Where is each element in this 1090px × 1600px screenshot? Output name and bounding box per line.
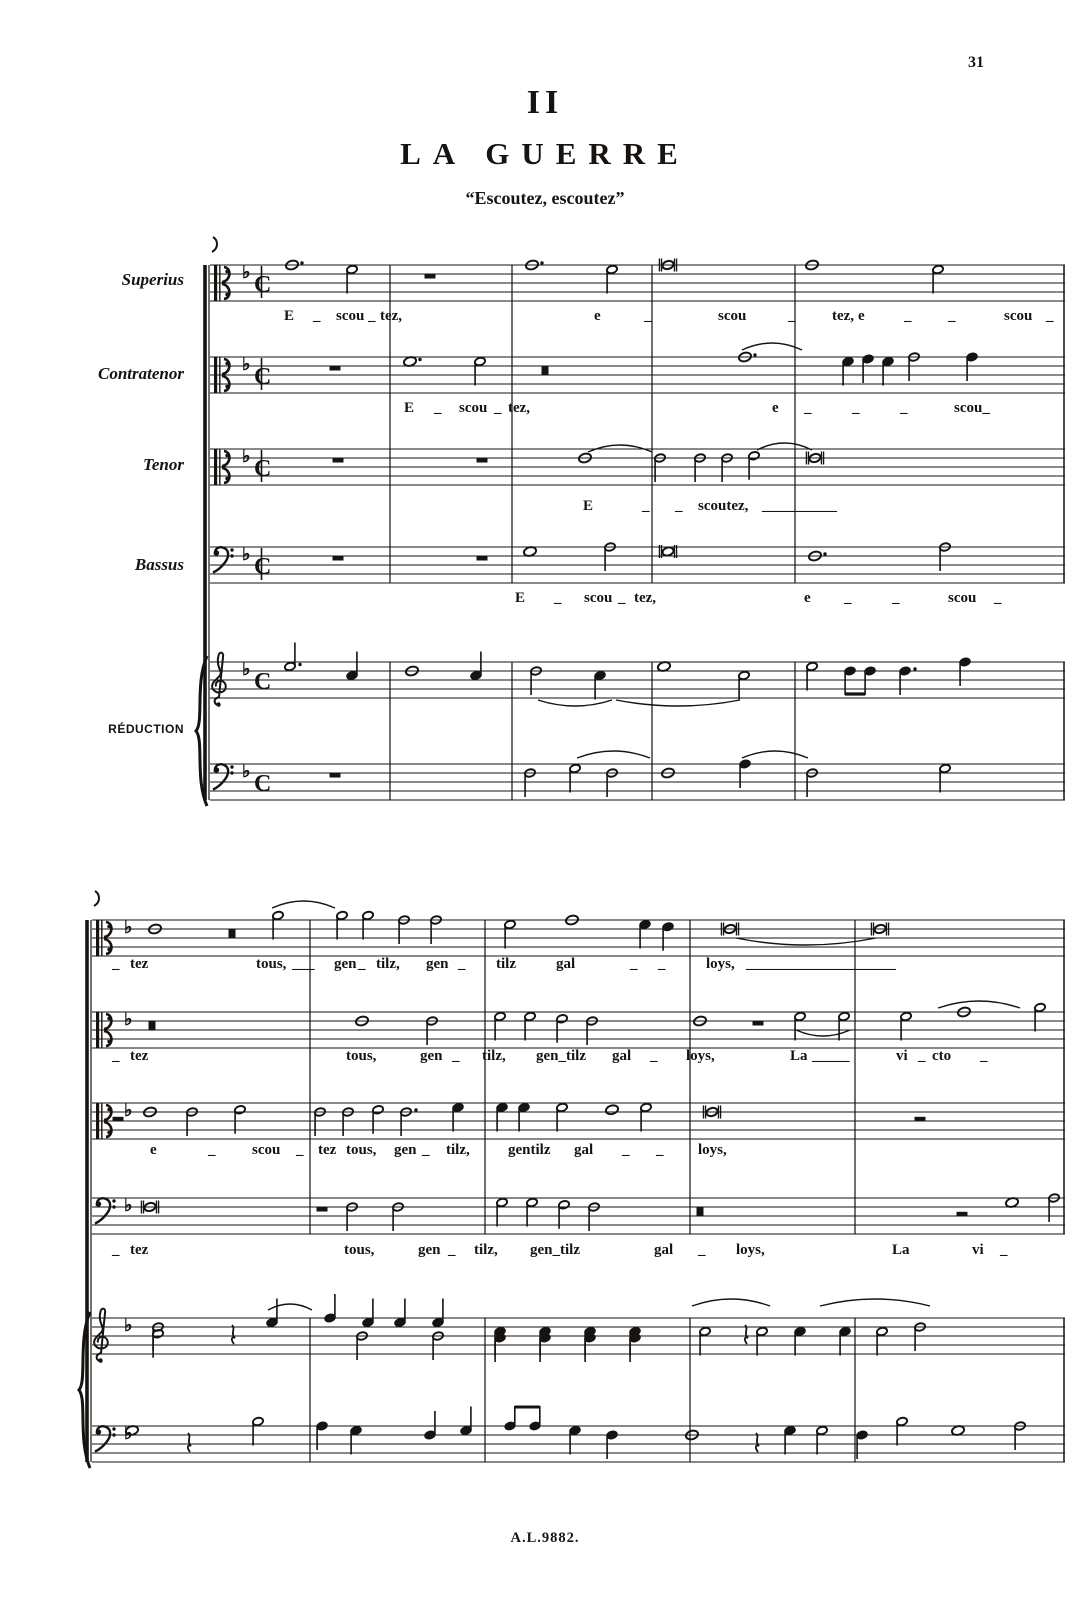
svg-text:C: C [254,364,272,390]
lyric-syllable: tez, [832,308,855,324]
lyric-line-sys2-voice4 [0,1242,1090,1264]
time-signature-cut-c [254,450,271,482]
lyric-syllable: e [150,1142,157,1158]
lyric-syllable: _ [804,400,812,416]
lyric-syllable: gal [574,1142,594,1158]
time-signature-cut-c [254,358,271,390]
voice-label-bassus: Bassus [134,555,184,574]
lyric-syllable: La [790,1048,808,1064]
flat-sign-icon: ♭ [124,1009,133,1029]
lyric-syllable: _ [368,308,376,324]
flat-sign-icon: ♭ [124,1100,133,1120]
page-number: 31 [968,54,984,71]
staff-sys2-voice3 [92,1100,1065,1139]
lyric-syllable: loys, [736,1242,765,1258]
lyric-syllable: La [892,1242,910,1258]
lyric-syllable: gen [418,1242,441,1258]
staff-reduction2-bass [92,1406,1065,1462]
staff-contratenor [210,343,1065,393]
lyric-line-superius [0,308,1090,330]
lyric-syllable: _ [656,1142,664,1158]
lyric-syllable: vi [972,1242,984,1258]
lyric-syllable: scou [948,590,977,606]
lyric-syllable: _ [900,400,908,416]
lyric-syllable: _ [650,1048,658,1064]
notes-sys2-voice1 [148,911,889,951]
lyric-syllable: tez [130,1242,149,1258]
notes-reduction2-bass [125,1406,1026,1459]
lyric-syllable: _ [658,956,666,972]
lyric-syllable: gen [334,956,357,972]
lyric-syllable: e [772,400,779,416]
lyric-syllable: _ [948,308,956,324]
lyric-syllable: _ [618,590,626,606]
lyric-syllable: E [284,308,295,324]
flat-sign-icon: ♭ [242,761,251,781]
bass-clef-icon [95,1198,116,1223]
flat-sign-icon: ♭ [124,1315,133,1335]
lyric-syllable: _ [208,1142,216,1158]
lyric-syllable: tez, [380,308,403,324]
lyric-syllable: gal [654,1242,674,1258]
lyric-syllable: tilz, [482,1048,506,1064]
svg-text:C: C [254,272,272,298]
lyric-syllable: tous, [346,1048,377,1064]
lyric-syllable: _ [458,956,466,972]
flat-sign-icon: ♭ [242,544,251,564]
bass-clef-icon [213,764,234,789]
lyric-line-sys2-voice1 [0,956,1090,978]
lyric-syllable: _ [844,590,852,606]
lyric-syllable: _ [622,1142,630,1158]
notes-tenor [333,451,824,482]
lyric-syllable: cto [932,1048,952,1064]
voice-label-reduction: RÉDUCTION [108,722,184,736]
lyric-syllable: vi [896,1048,908,1064]
lyric-syllable: tous, [344,1242,375,1258]
barlines [390,265,1064,800]
lyric-syllable: _ [422,1142,430,1158]
staff-tenor [210,443,1065,485]
lyric-syllable: gen [394,1142,417,1158]
lyric-syllable: E [404,400,415,416]
lyric-syllable: e [804,590,811,606]
time-signature-c [254,771,271,797]
notes-reduction2-treble [152,1294,926,1362]
lyric-syllable: _ [852,400,860,416]
lyric-syllable: scou [459,400,488,416]
lyric-syllable: scou [252,1142,281,1158]
lyric-syllable: tez, [634,590,657,606]
staff-superius [210,259,1065,302]
lyric-syllable: _ [644,308,652,324]
lyric-syllable: tilz, [474,1242,498,1258]
lyric-syllable: _ [296,1142,304,1158]
lyric-syllable: _ [358,956,366,972]
lyric-line-tenor [0,498,1090,520]
lyric-syllable: _ [904,308,912,324]
lyric-syllable: _ [452,1048,460,1064]
lyric-syllable: tez, [508,400,531,416]
lyric-syllable: _ [918,1048,926,1064]
bass-clef-icon [213,547,234,572]
lyric-syllable: gal [556,956,576,972]
lyric-syllable: loys, [686,1048,715,1064]
lyric-syllable: tous, [256,956,287,972]
notes-contratenor [330,351,978,385]
flat-sign-icon: ♭ [242,659,251,679]
notes-superius [285,259,944,294]
lyric-syllable: _ [698,1242,706,1258]
lyric-syllable: _ [892,590,900,606]
lyric-syllable: scou [584,590,613,606]
plate-number: A.L.9882. [510,1530,580,1546]
lyric-syllable: tilz, [376,956,400,972]
lyric-syllable: tez [130,956,149,972]
staff-sys2-voice2 [92,1001,1065,1048]
staff-reduction-treble [210,643,1065,707]
lyric-syllable: tez [318,1142,337,1158]
lyric-syllable: tilz [496,956,516,972]
svg-text:C: C [254,771,272,797]
lyric-syllable: scou [336,308,365,324]
lyric-line-contratenor [0,400,1090,422]
notes-sys2-voice3 [113,1103,926,1136]
lyric-syllable: tez [130,1048,149,1064]
lyric-syllable: _ [642,498,650,514]
lyric-syllable: gen [420,1048,443,1064]
lyric-syllable: gen_tilz [536,1048,586,1064]
lyric-syllable: scou_ [954,400,990,416]
voice-label-tenor: Tenor [143,455,184,474]
lyric-line-sys2-voice3 [0,1142,1090,1164]
lyric-syllable: _ [112,956,120,972]
lyric-syllable: scoutez, [698,498,749,514]
lyric-syllable: _ [112,1048,120,1064]
voice-label-contratenor: Contratenor [98,364,184,383]
lyric-syllable: _ [1046,308,1054,324]
lyric-syllable: gen [426,956,449,972]
lyric-syllable: _ [448,1242,456,1258]
lyric-syllable: loys, [698,1142,727,1158]
lyric-syllable: loys, [706,956,735,972]
work-subtitle: “Escoutez, escoutez” [465,188,625,208]
movement-number: II [526,84,564,121]
work-title: LA GUERRE [400,136,690,171]
svg-text:C: C [254,669,272,695]
flat-sign-icon: ♭ [124,1195,133,1215]
lyric-syllable: e [594,308,601,324]
lyric-syllable: ___ [292,956,315,972]
lyric-syllable: scou [1004,308,1033,324]
lyric-syllable: E [583,498,594,514]
time-signature-c [254,669,271,695]
lyric-syllable: _ [313,308,321,324]
svg-text:C: C [254,554,272,580]
lyric-syllable: ____________________ [746,956,896,972]
lyric-line-bassus [0,590,1090,612]
time-signature-cut-c [254,266,271,298]
lyric-line-sys2-voice2 [0,1048,1090,1070]
lyric-syllable: _ [1000,1242,1008,1258]
lyric-syllable: _ [994,590,1002,606]
lyric-syllable: gal [612,1048,632,1064]
staff-bassus [210,542,1065,583]
staff-reduction-bass [210,751,1065,800]
lyric-syllable: _ [494,400,502,416]
flat-sign-icon: ♭ [242,446,251,466]
lyric-syllable: _ [630,956,638,972]
lyric-syllable: tous, [346,1142,377,1158]
svg-text:C: C [254,456,272,482]
lyric-syllable: _____ [812,1048,850,1064]
lyric-syllable: _ [788,308,796,324]
staff-sys2-voice4 [92,1193,1065,1234]
lyric-syllable: __________ [762,498,837,514]
flat-sign-icon: ♭ [124,917,133,937]
lyric-syllable: E [515,590,526,606]
barlines [310,920,1064,1462]
voice-label-superius: Superius [121,270,184,289]
bass-clef-icon [95,1426,116,1451]
lyric-syllable: _ [434,400,442,416]
lyric-syllable: tilz, [446,1142,470,1158]
flat-sign-icon: ♭ [242,354,251,374]
lyric-syllable: _ [554,590,562,606]
lyric-syllable: gentilz [508,1142,551,1158]
staff-reduction2-treble [92,1294,1065,1363]
flat-sign-icon: ♭ [242,262,251,282]
staff-sys2-voice1 [92,901,1065,956]
lyric-syllable: _ [980,1048,988,1064]
lyric-syllable: gen_tilz [530,1242,580,1258]
lyric-syllable: _ [675,498,683,514]
time-signature-cut-c [254,548,271,580]
lyric-syllable: e [858,308,865,324]
notes-bassus [333,542,951,571]
flat-sign-icon: ♭ [124,1423,133,1443]
lyric-syllable: scou [718,308,747,324]
lyric-syllable: _ [112,1242,120,1258]
